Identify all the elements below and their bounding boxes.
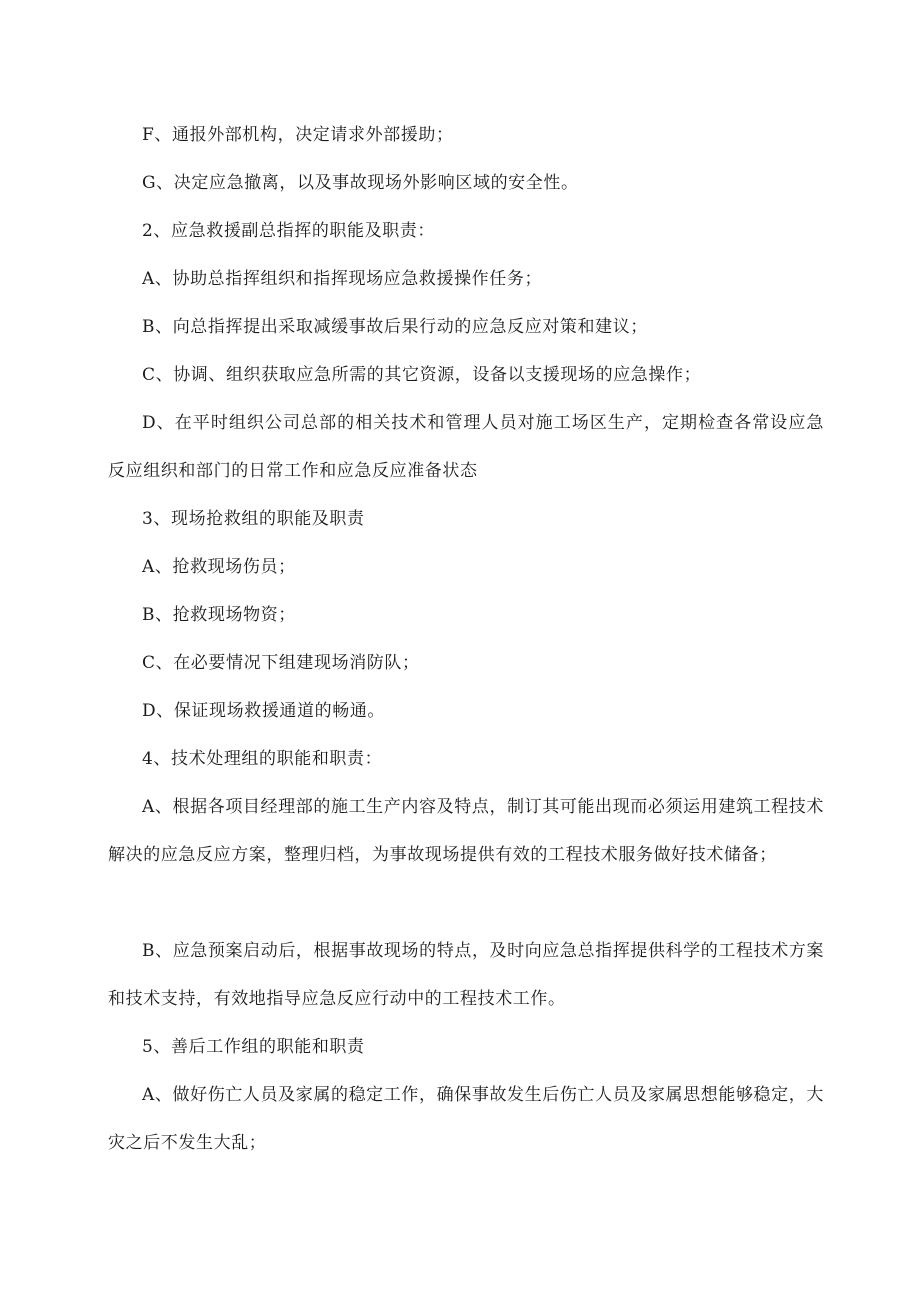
paragraph-rescue-a: A、抢救现场伤员；: [142, 557, 296, 577]
heading-aftermath-group: 5、善后工作组的职能和职责: [142, 1037, 365, 1057]
heading-rescue-group: 3、现场抢救组的职能及职责: [142, 509, 365, 529]
paragraph-aftermath-a: A、做好伤亡人员及家属的稳定工作，确保事故发生后伤亡人员及家属思想能够稳定，大灾之后不发生大乱；: [108, 1085, 824, 1153]
heading-deputy-commander: 2、应急救援副总指挥的职能及职责：: [142, 221, 436, 241]
paragraph-rescue-c: C、在必要情况下组建现场消防队；: [142, 653, 420, 673]
paragraph-deputy-c: C、协调、组织获取应急所需的其它资源，设备以支援现场的应急操作；: [142, 365, 702, 385]
paragraph-technical-b: B、应急预案启动后，根据事故现场的特点，及时向应急总指挥提供科学的工程技术方案和技术支持，有效地指导应急反应行动中的工程技术工作。: [108, 941, 824, 1009]
paragraph-deputy-d: D、在平时组织公司总部的相关技术和管理人员对施工场区生产，定期检查各常设应急反应组织和部门的日常工作和应急反应准备状态: [108, 413, 824, 481]
paragraph-g-evacuation: G、决定应急撤离，以及事故现场外影响区域的安全性。: [142, 173, 579, 193]
paragraph-deputy-a: A、协助总指挥组织和指挥现场应急救援操作任务；: [142, 269, 543, 289]
paragraph-technical-a: A、根据各项目经理部的施工生产内容及特点，制订其可能出现而必须运用建筑工程技术解决的应急反应方案，整理归档，为事故现场提供有效的工程技术服务做好技术储备；: [108, 797, 824, 865]
paragraph-rescue-d: D、保证现场救援通道的畅通。: [142, 701, 386, 721]
paragraph-rescue-b: B、抢救现场物资；: [142, 605, 296, 625]
paragraph-deputy-b: B、向总指挥提出采取减缓事故后果行动的应急反应对策和建议；: [142, 317, 648, 337]
paragraph-f-notify-external: F、通报外部机构，决定请求外部援助；: [142, 125, 454, 145]
heading-technical-group: 4、技术处理组的职能和职责：: [142, 749, 383, 769]
